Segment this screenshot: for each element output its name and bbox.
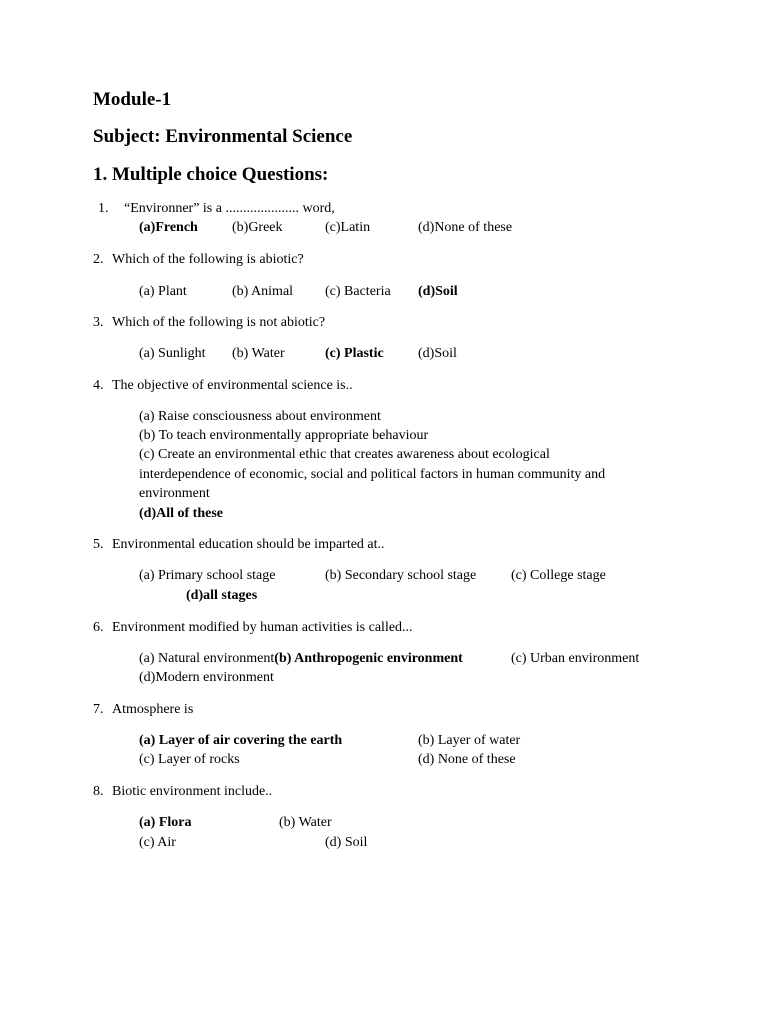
q3-text: Which of the following is not abiotic?: [112, 315, 326, 330]
q6-option-a: (a) Natural environment: [139, 651, 275, 666]
q5-number: 5.: [93, 537, 104, 552]
q3-option-d: (d)Soil: [418, 346, 457, 361]
q4-option-b: (b) To teach environmentally appropriate behaviour: [139, 428, 429, 443]
q4-text: The objective of environmental science is..: [112, 378, 353, 393]
q8-text: Biotic environment include..: [112, 784, 273, 799]
q5-option-d: (d)all stages: [186, 588, 258, 603]
q4-option-c-line3: environment: [139, 486, 210, 501]
q4-option-a: (a) Raise consciousness about environment: [139, 409, 381, 424]
q5-option-c: (c) College stage: [511, 568, 606, 583]
q4-number: 4.: [93, 378, 104, 393]
q7-option-a: (a) Layer of air covering the earth: [139, 733, 343, 748]
q6-option-b: (b) Anthropogenic environment: [274, 651, 463, 666]
q3-option-a: (a) Sunlight: [139, 346, 206, 361]
q8-option-b: (b) Water: [279, 815, 332, 830]
q6-option-c: (c) Urban environment: [511, 651, 640, 666]
subject-heading: Subject: Environmental Science: [93, 126, 353, 147]
q3-option-b: (b) Water: [232, 346, 285, 361]
q5-option-b: (b) Secondary school stage: [325, 568, 477, 583]
q4-option-c-line2: interdependence of economic, social and political factors in human community and: [139, 467, 606, 482]
section-heading: 1. Multiple choice Questions:: [93, 164, 329, 185]
q7-option-c: (c) Layer of rocks: [139, 752, 240, 767]
q8-option-d: (d) Soil: [325, 835, 368, 850]
q2-option-c: (c) Bacteria: [325, 284, 391, 299]
q1-option-d: (d)None of these: [418, 220, 513, 235]
q8-option-a: (a) Flora: [139, 815, 192, 830]
q6-option-d: (d)Modern environment: [139, 670, 274, 685]
q5-option-a: (a) Primary school stage: [139, 568, 276, 583]
q8-option-c: (c) Air: [139, 835, 176, 850]
q2-text: Which of the following is abiotic?: [112, 252, 304, 267]
q4-option-d: (d)All of these: [139, 506, 223, 521]
q2-option-a: (a) Plant: [139, 284, 187, 299]
q1-option-a: (a)French: [139, 220, 198, 235]
q1-option-c: (c)Latin: [325, 220, 371, 235]
q2-number: 2.: [93, 252, 104, 267]
q8-number: 8.: [93, 784, 104, 799]
q2-option-d: (d)Soil: [418, 284, 458, 299]
q7-text: Atmosphere is: [112, 702, 194, 717]
q6-text: Environment modified by human activities is called...: [112, 620, 413, 635]
q1-number: 1.: [98, 201, 109, 216]
q3-number: 3.: [93, 315, 104, 330]
q1-option-b: (b)Greek: [232, 220, 283, 235]
module-heading: Module-1: [93, 89, 172, 110]
q3-option-c: (c) Plastic: [325, 346, 384, 361]
q7-number: 7.: [93, 702, 104, 717]
q5-text: Environmental education should be imparted at..: [112, 537, 385, 552]
q6-options-line1: [139, 651, 463, 667]
q7-option-d: (d) None of these: [418, 752, 516, 767]
q7-option-b: (b) Layer of water: [418, 733, 521, 748]
q6-number: 6.: [93, 620, 104, 635]
q2-option-b: (b) Animal: [232, 284, 294, 299]
q4-option-c-line1: (c) Create an environmental ethic that creates awareness about ecological: [139, 447, 550, 462]
q1-text: “Environner” is a ..................... word,: [124, 201, 335, 216]
